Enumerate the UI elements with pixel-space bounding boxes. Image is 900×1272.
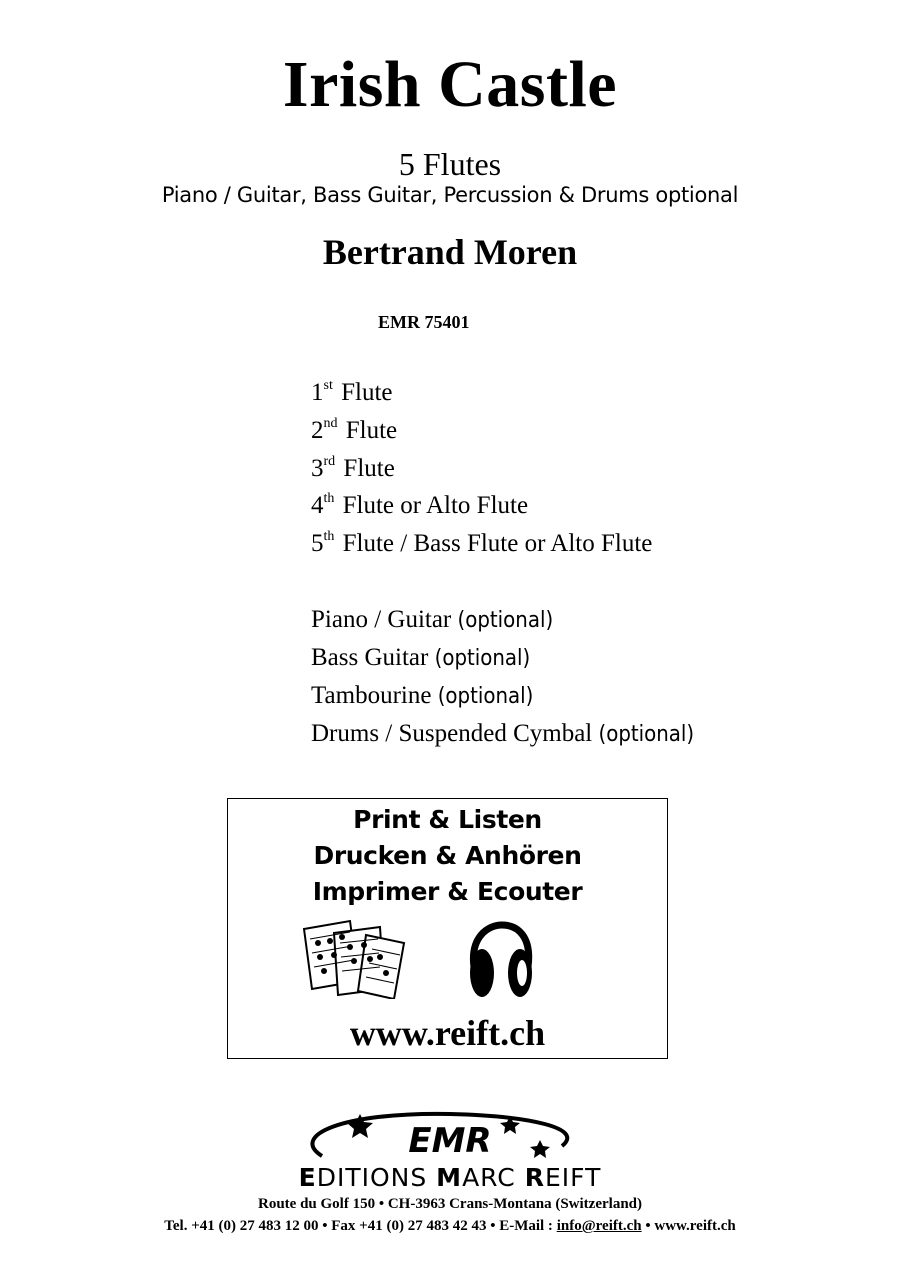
list-item: 2nd Flute: [311, 416, 398, 444]
instrumentation: Piano / Guitar, Bass Guitar, Percussion & Drums optional: [161, 183, 739, 207]
list-item: 3rd Flute: [311, 454, 395, 482]
list-item: Bass Guitar (optional): [311, 644, 531, 671]
page-title: Irish Castle: [282, 48, 618, 121]
list-item: 5th Flute / Bass Flute or Alto Flute: [311, 529, 653, 557]
publisher-contact: Tel. +41 (0) 27 483 12 00 • Fax +41 (0) 27 483 42 43 • E-Mail : info@reift.ch • www.reift.ch: [164, 1218, 736, 1234]
emr-logo: [300, 1106, 600, 1166]
promo-url[interactable]: www.reift.ch: [349, 1013, 546, 1053]
publisher-address: Route du Golf 150 • CH-3963 Crans-Montana (Switzerland): [258, 1196, 642, 1212]
list-item: Tambourine (optional): [311, 682, 534, 709]
list-item: Drums / Suspended Cymbal (optional): [311, 720, 695, 747]
list-item: 1st Flute: [311, 378, 393, 406]
catalog-number: EMR 75401: [378, 312, 470, 332]
list-item: 4th Flute or Alto Flute: [311, 491, 529, 519]
publisher-name: EDITIONS MARC REIFT: [298, 1163, 602, 1192]
subtitle: 5 Flutes: [398, 146, 502, 182]
promo-line-french: Imprimer & Ecouter: [312, 877, 583, 906]
print-listen-box: [227, 798, 668, 1059]
promo-line-german: Drucken & Anhören: [313, 841, 582, 870]
sheet-music-icon: [300, 919, 412, 999]
list-item: Piano / Guitar (optional): [311, 606, 554, 633]
svg-text:EMR: EMR: [408, 1121, 492, 1161]
headphones-icon: [466, 921, 536, 1001]
email-link[interactable]: info@reift.ch: [556, 1218, 642, 1234]
promo-line-english: Print & Listen: [353, 805, 542, 834]
composer-name: Bertrand Moren: [322, 232, 578, 272]
